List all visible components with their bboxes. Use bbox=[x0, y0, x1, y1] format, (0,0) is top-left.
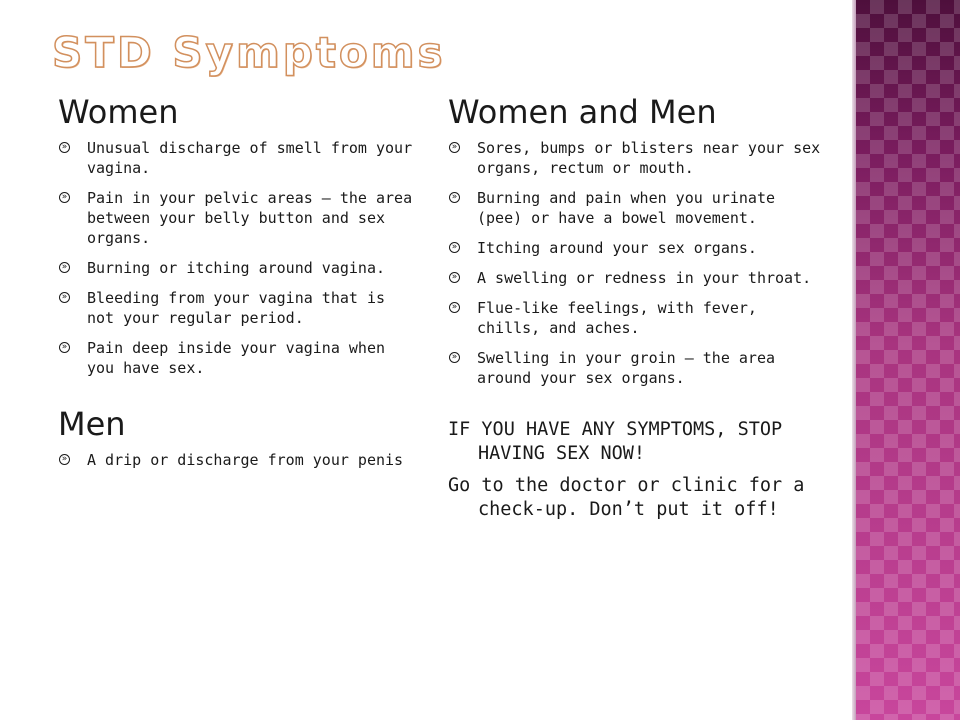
list-item-text: Sores, bumps or blisters near your sex organs, rectum or mouth. bbox=[477, 139, 821, 177]
list-item-text: Unusual discharge of smell from your vagina. bbox=[87, 139, 413, 177]
men-heading: Men bbox=[58, 405, 126, 443]
list-item bbox=[448, 298, 828, 338]
list-item bbox=[448, 348, 828, 388]
list-item-text: Itching around your sex organs. bbox=[477, 239, 757, 257]
list-item-text: Burning and pain when you urinate (pee) or have a bowel movement. bbox=[477, 189, 776, 227]
slide-title: STD Symptoms bbox=[52, 28, 446, 77]
bullet-icon bbox=[449, 142, 460, 153]
women-and-men-heading: Women and Men bbox=[448, 93, 717, 131]
decorative-sidebar bbox=[856, 0, 960, 720]
bullet-icon bbox=[449, 272, 460, 283]
list-item bbox=[58, 258, 418, 278]
bullet-icon bbox=[59, 292, 70, 303]
bullet-icon bbox=[449, 242, 460, 253]
list-item-text: Flue-like feelings, with fever, chills, and aches. bbox=[477, 299, 757, 337]
bullet-icon bbox=[59, 454, 70, 465]
bullet-icon bbox=[449, 192, 460, 203]
shared-symptom-list bbox=[448, 138, 828, 388]
list-item bbox=[58, 188, 418, 248]
list-item-text: Bleeding from your vagina that is not your regular period. bbox=[87, 289, 386, 327]
bullet-icon bbox=[449, 302, 460, 313]
bullet-icon bbox=[59, 192, 70, 203]
list-item bbox=[448, 238, 828, 258]
right-column bbox=[448, 92, 828, 530]
list-item-text: Swelling in your groin – the area around your sex organs. bbox=[477, 349, 776, 387]
doctor-advice-text: Go to the doctor or clinic for a check-up. Don’t put it off! bbox=[448, 475, 805, 520]
women-symptom-list bbox=[58, 138, 418, 378]
list-item-text: A drip or discharge from your penis bbox=[87, 451, 404, 469]
list-item bbox=[448, 268, 828, 288]
stop-warning-text: IF YOU HAVE ANY SYMPTOMS, STOP HAVING SEX NOW! bbox=[448, 419, 783, 464]
list-item bbox=[448, 138, 828, 178]
bullet-icon bbox=[449, 352, 460, 363]
list-item bbox=[58, 288, 418, 328]
men-symptom-list bbox=[58, 450, 418, 470]
women-heading: Women bbox=[58, 93, 179, 131]
left-column bbox=[58, 92, 418, 480]
list-item bbox=[58, 450, 418, 470]
list-item-text: Pain deep inside your vagina when you have sex. bbox=[87, 339, 386, 377]
list-item-text: Burning or itching around vagina. bbox=[87, 259, 386, 277]
bullet-icon bbox=[59, 262, 70, 273]
list-item bbox=[58, 138, 418, 178]
bullet-icon bbox=[59, 342, 70, 353]
list-item bbox=[58, 338, 418, 378]
list-item-text: Pain in your pelvic areas – the area between your belly button and sex organs. bbox=[87, 189, 413, 247]
list-item-text: A swelling or redness in your throat. bbox=[477, 269, 812, 287]
list-item bbox=[448, 188, 828, 228]
bullet-icon bbox=[59, 142, 70, 153]
